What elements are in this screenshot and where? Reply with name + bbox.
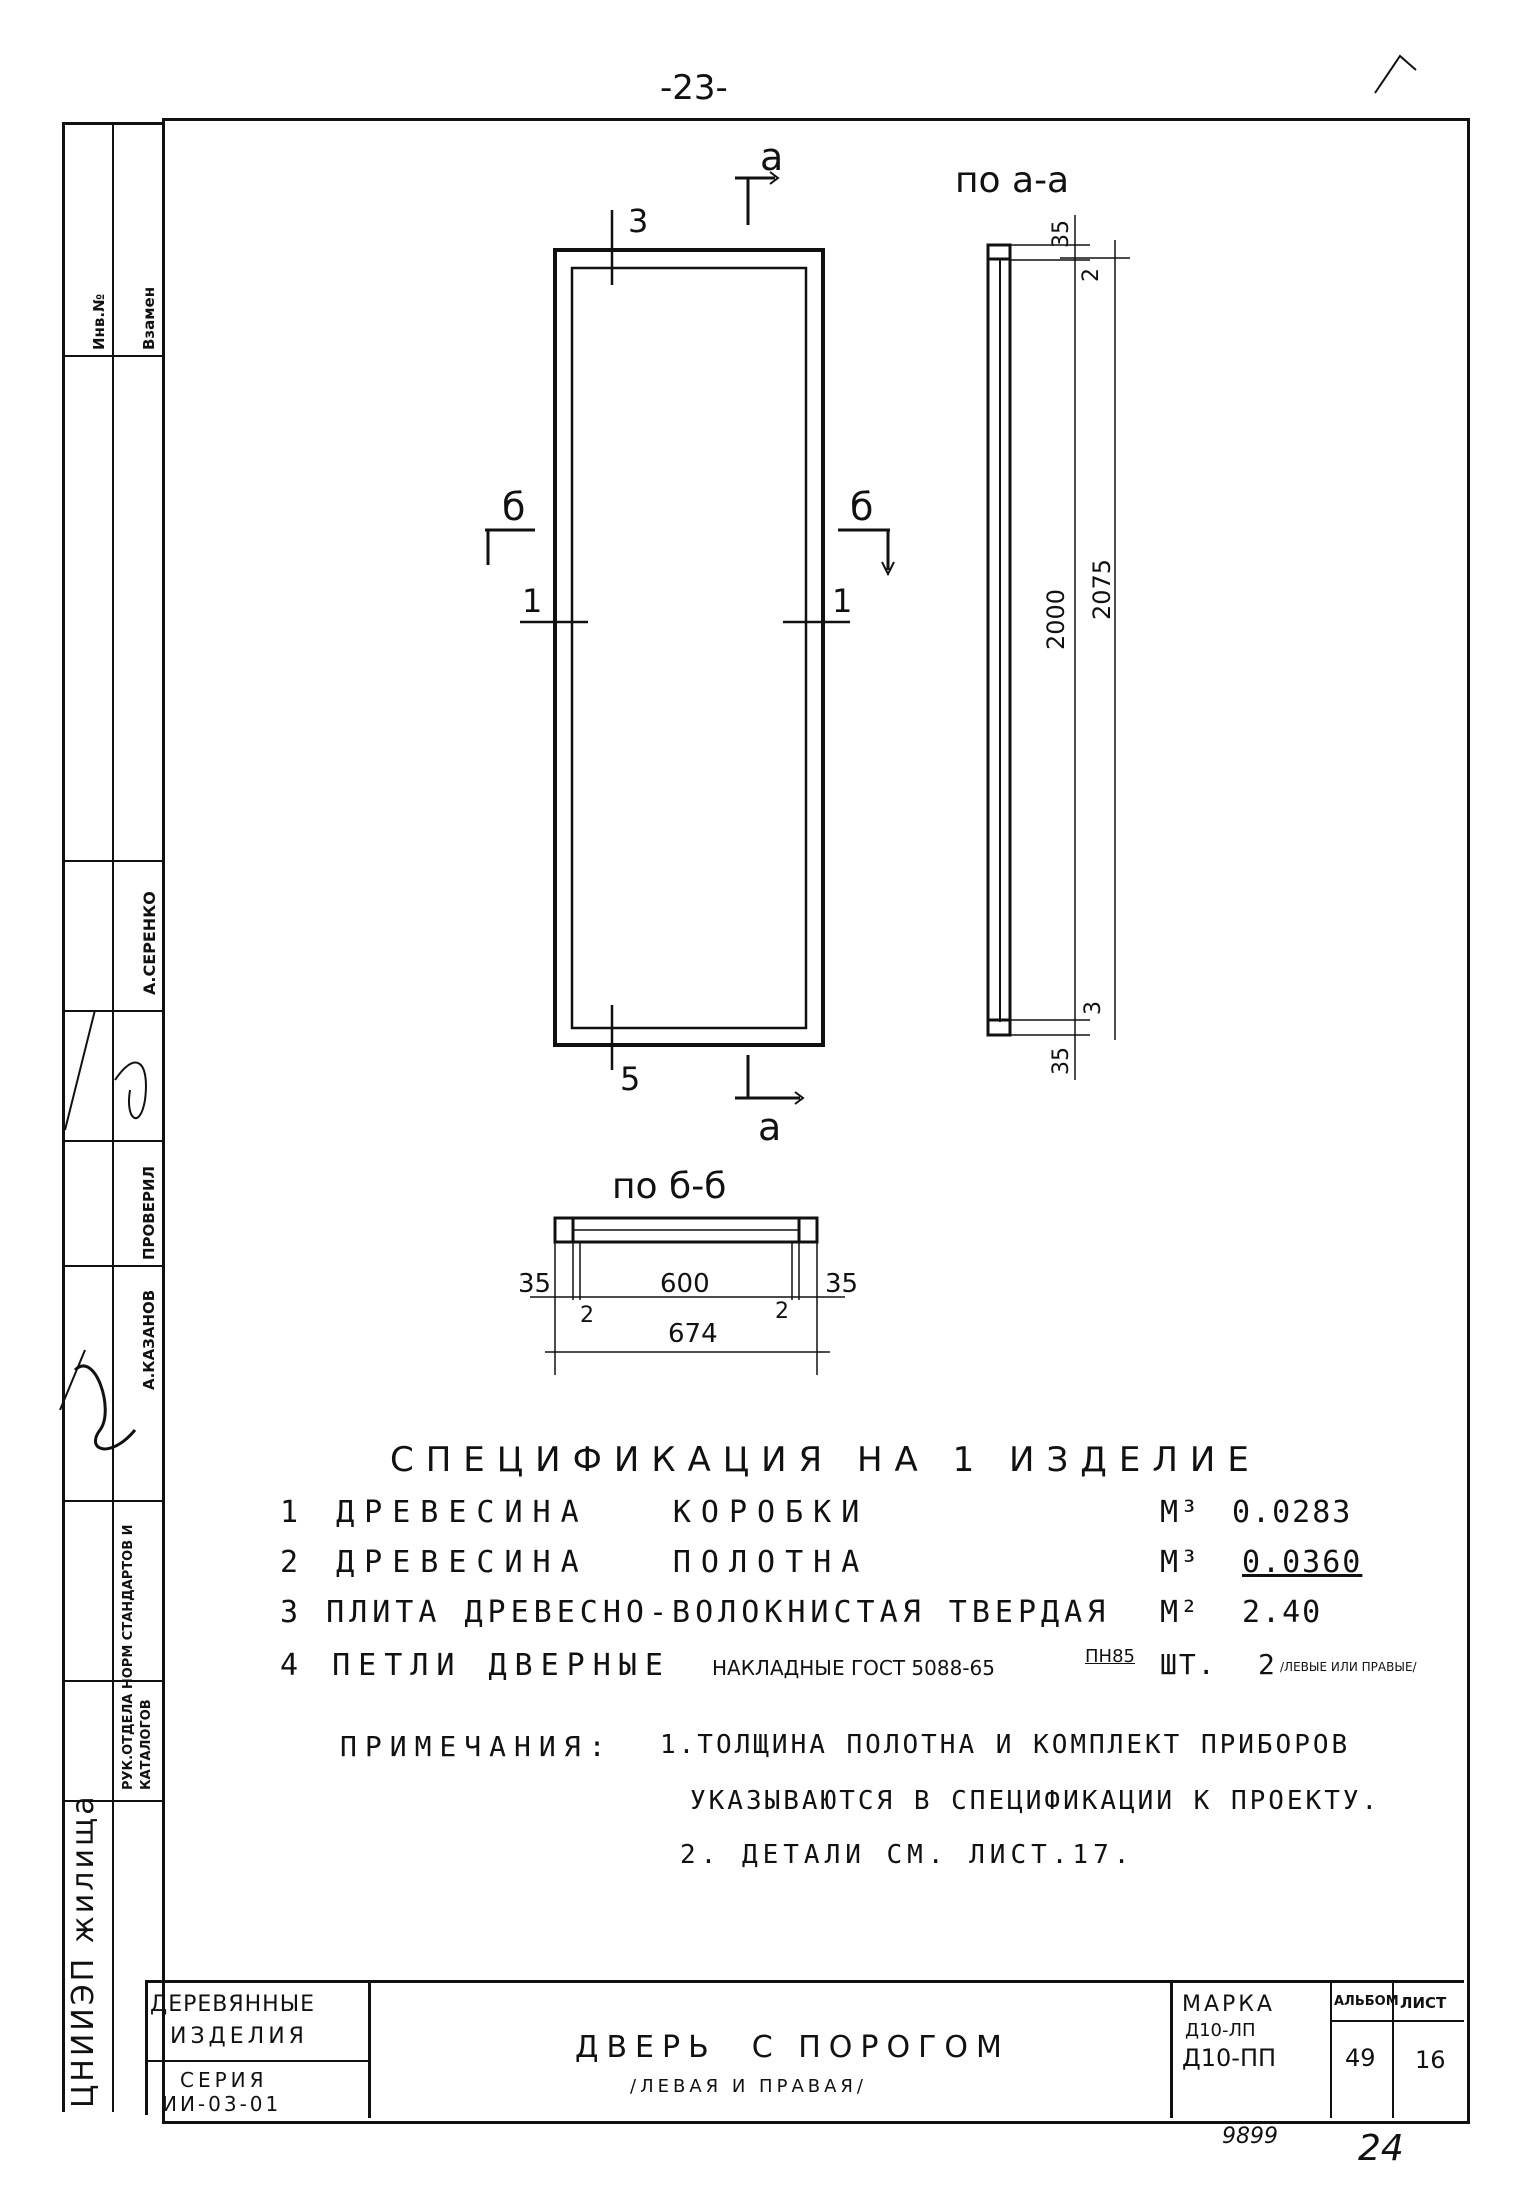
section-aa-dim-3: 3 xyxy=(1081,1001,1106,1015)
section-bb-dim-674: 674 xyxy=(668,1319,718,1349)
spec-row-4-num: 4 xyxy=(280,1648,307,1683)
stamp-kazanov: А.КАЗАНОВ xyxy=(140,1289,158,1390)
title-block-top xyxy=(145,1980,1464,1983)
label-b-right: б xyxy=(850,485,874,529)
spec-row-1-value: 0.0283 xyxy=(1232,1495,1353,1530)
section-bb-title: по б-б xyxy=(612,1166,727,1207)
section-bb-dim-35-left: 35 xyxy=(518,1269,552,1299)
spec-row-4 xyxy=(280,1648,671,1683)
handwritten-page: 24 xyxy=(1358,2128,1404,2169)
spec-row-2-unit: М³ xyxy=(1160,1545,1201,1580)
tb-category-1: ДЕРЕВЯННЫЕ xyxy=(150,1992,316,2017)
section-bb-dim-2-right: 2 xyxy=(775,1299,789,1324)
notes-line2: 2. ДЕТАЛИ СМ. ЛИСТ.17. xyxy=(680,1840,1135,1870)
stamp-dept-head: РУК.ОТДЕЛА НОРМ СТАНДАРТОВ И КАТАЛОГОВ xyxy=(121,1524,154,1790)
tb-series-label: СЕРИЯ xyxy=(180,2068,268,2092)
label-item-1-left: 1 xyxy=(522,582,543,620)
section-bb-dim-35-right: 35 xyxy=(825,1269,859,1299)
section-aa-dim-35-top: 35 xyxy=(1049,220,1074,248)
spec-row-4-extra: НАКЛАДНЫЕ ГОСТ 5088-65 xyxy=(712,1656,995,1680)
spec-row-1-num: 1 xyxy=(280,1495,309,1530)
label-item-5: 5 xyxy=(620,1060,641,1098)
label-a-top: а xyxy=(760,135,784,179)
section-aa-title: по а-а xyxy=(955,160,1070,201)
spec-row-3-num: 3 xyxy=(280,1595,304,1630)
tb-series-value: ИИ-03-01 xyxy=(162,2092,282,2116)
stamp-inv-no: Инв.№ xyxy=(90,293,108,350)
section-bb-dim-600: 600 xyxy=(660,1269,710,1299)
page-number: -23- xyxy=(660,68,728,108)
tb-product-name: ДВЕРЬ С ПОРОГОМ xyxy=(575,2030,1010,2065)
spec-row-2-num: 2 xyxy=(280,1545,309,1580)
archive-number: 9899 xyxy=(1222,2124,1278,2149)
spec-row-4-extra-mark: ПН85 xyxy=(1085,1646,1135,1667)
tb-mark-1: Д10-ЛП xyxy=(1185,2020,1256,2041)
tb-sheet-value: 16 xyxy=(1415,2046,1446,2074)
stamp-replace: Взамен xyxy=(140,286,158,350)
section-bb-dim-2-left: 2 xyxy=(580,1303,594,1328)
spec-row-2-name: ДРЕВЕСИНА ПОЛОТНА xyxy=(336,1545,870,1580)
spec-row-3 xyxy=(280,1595,1110,1630)
tb-album-value: 49 xyxy=(1345,2044,1376,2072)
spec-row-3-unit: М² xyxy=(1160,1595,1201,1630)
tb-mark-2: Д10-ПП xyxy=(1182,2044,1277,2072)
spec-row-1 xyxy=(280,1495,869,1530)
section-aa-dim-2000: 2000 xyxy=(1042,588,1070,650)
section-aa-dim-2: 2 xyxy=(1079,268,1104,282)
notes-line1: 1.ТОЛЩИНА ПОЛОТНА И КОМПЛЕКТ ПРИБОРОВ xyxy=(660,1730,1351,1760)
tb-sheet-label: ЛИСТ xyxy=(1400,1994,1447,2012)
spec-row-1-unit: М³ xyxy=(1160,1495,1201,1530)
label-item-1-right: 1 xyxy=(832,582,853,620)
spec-row-4-unit: ШТ. xyxy=(1160,1648,1217,1681)
notes-line1b: УКАЗЫВАЮТСЯ В СПЕЦИФИКАЦИИ К ПРОЕКТУ. xyxy=(690,1786,1381,1816)
spec-row-3-value: 2.40 xyxy=(1242,1595,1323,1630)
label-item-3: 3 xyxy=(628,202,649,240)
spec-title: СПЕЦИФИКАЦИЯ НА 1 ИЗДЕЛИЕ xyxy=(390,1440,1261,1480)
notes-label: ПРИМЕЧАНИЯ: xyxy=(340,1730,614,1763)
tb-album-label: АЛЬБОМ xyxy=(1334,1994,1399,2009)
spec-row-2-value: 0.0360 xyxy=(1242,1545,1363,1580)
tb-mark-label: МАРКА xyxy=(1182,1992,1275,2017)
section-aa-dim-2075: 2075 xyxy=(1088,558,1116,620)
tb-category-2: ИЗДЕЛИЯ xyxy=(170,2024,308,2049)
door-front-view xyxy=(485,172,894,1104)
spec-row-4-value-note: /ЛЕВЫЕ ИЛИ ПРАВЫЕ/ xyxy=(1280,1660,1417,1674)
spec-row-4-name: ПЕТЛИ ДВЕРНЫЕ xyxy=(332,1648,671,1683)
spec-row-2 xyxy=(280,1545,869,1580)
tb-product-subtitle: /ЛЕВАЯ И ПРАВАЯ/ xyxy=(630,2076,867,2097)
label-b-left: б xyxy=(502,485,526,529)
label-a-bottom: а xyxy=(758,1105,782,1149)
stamp-institute: ЦНИИЭП жилища xyxy=(66,1793,101,2108)
spec-row-4-value: 2 xyxy=(1258,1648,1277,1681)
stamp-author: А.СЕРЕНКО xyxy=(140,891,159,995)
spec-row-3-name: ПЛИТА ДРЕВЕСНО-ВОЛОКНИСТАЯ ТВЕРДАЯ xyxy=(326,1595,1111,1630)
spec-row-1-name: ДРЕВЕСИНА КОРОБКИ xyxy=(336,1495,870,1530)
section-aa-dim-35-bottom: 35 xyxy=(1049,1047,1074,1075)
stamp-checked: ПРОВЕРИЛ xyxy=(140,1166,158,1260)
